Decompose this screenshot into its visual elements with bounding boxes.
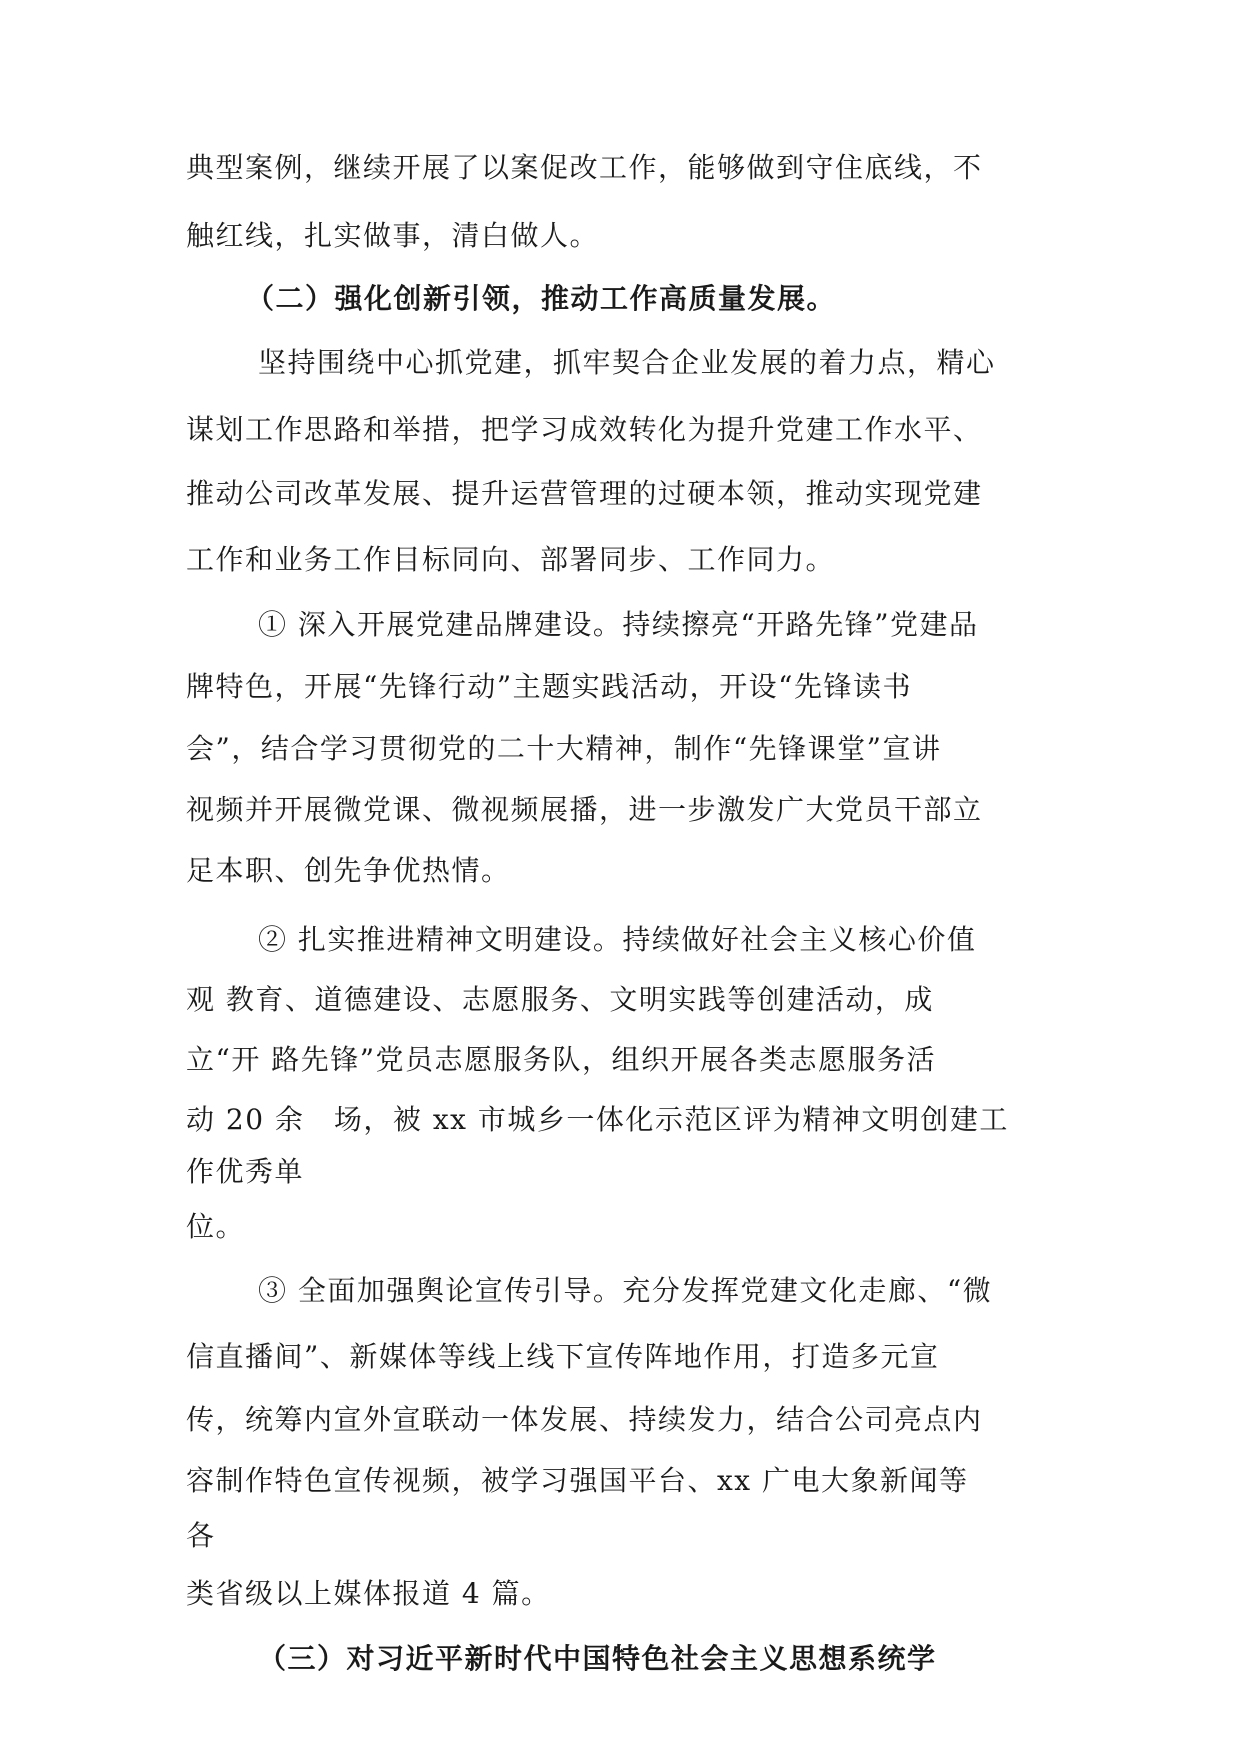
text-line: 视频并开展微党课、微视频展播，进一步激发广大党员干部立 — [186, 793, 983, 826]
list-item-2: ② 扎实推进精神文明建设。持续做好社会主义核心价值 — [258, 923, 977, 956]
text-line: 作优秀单 — [186, 1155, 305, 1188]
text-line: 工作和业务工作目标同向、部署同步、工作同力。 — [186, 543, 836, 576]
text-line: 容制作特色宣传视频，被学习强国平台、xx 广电大象新闻等 — [186, 1464, 969, 1497]
text-line: 足本职、创先争优热情。 — [186, 854, 511, 887]
text-line: 牌特色，开展“先锋行动”主题实践活动，开设“先锋读书 — [186, 670, 912, 703]
text-line: 类省级以上媒体报道 4 篇。 — [186, 1577, 551, 1610]
text-line: 各 — [186, 1519, 216, 1552]
text-line: 会”，结合学习贯彻党的二十大精神，制作“先锋课堂”宣讲 — [186, 732, 942, 765]
text-line: 动 20 余 场，被 xx 市城乡一体化示范区评为精神文明创建工 — [186, 1103, 1009, 1136]
text-line: 传，统筹内宣外宣联动一体发展、持续发力，结合公司亮点内 — [186, 1403, 983, 1436]
list-item-3: ③ 全面加强舆论宣传引导。充分发挥党建文化走廊、“微 — [258, 1274, 993, 1307]
text-line: 信直播间”、新媒体等线上线下宣传阵地作用，打造多元宣 — [186, 1340, 940, 1373]
text-line: 坚持围绕中心抓党建，抓牢契合企业发展的着力点，精心 — [258, 346, 996, 379]
text-line: 观 教育、道德建设、志愿服务、文明实践等创建活动，成 — [186, 983, 934, 1016]
text-line: 立“开 路先锋”党员志愿服务队，组织开展各类志愿服务活 — [186, 1043, 937, 1076]
text-line: 触红线，扎实做事，清白做人。 — [186, 219, 600, 252]
text-line: 谋划工作思路和举措，把学习成效转化为提升党建工作水平、 — [186, 413, 983, 446]
section-heading-2: （二）强化创新引领，推动工作高质量发展。 — [246, 282, 837, 315]
text-line: 典型案例，继续开展了以案促改工作，能够做到守住底线，不 — [186, 151, 983, 184]
section-heading-3: （三）对习近平新时代中国特色社会主义思想系统学 — [258, 1642, 937, 1675]
text-line: 推动公司改革发展、提升运营管理的过硬本领，推动实现党建 — [186, 477, 983, 510]
text-line: 位。 — [186, 1210, 246, 1243]
list-item-1: ① 深入开展党建品牌建设。持续擦亮“开路先锋”党建品 — [258, 608, 979, 641]
